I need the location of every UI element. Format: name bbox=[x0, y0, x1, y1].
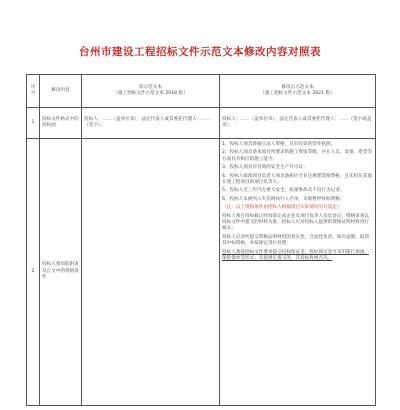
modified-paragraph: 投标人应对所提交资格证明材料的真实性、合法性负责，如有虚假，取消其中标资格，并按规定进行处理； bbox=[222, 234, 370, 247]
header-original-line1: 原示范文本 bbox=[139, 84, 162, 90]
table-row bbox=[27, 139, 376, 406]
row-original: 投标人：……（盖单位章），法定代表人或其委托代理人：……（签字）。 bbox=[82, 108, 220, 139]
table-header-row bbox=[27, 75, 376, 108]
row-item: 投标文件格式中的投标函 bbox=[40, 108, 82, 139]
modified-paragraph: 5、投标人近三年内无重大安全、质量事故及不良行为记录； bbox=[222, 188, 345, 194]
row-modified bbox=[220, 139, 376, 406]
header-original-line2: （施工招标文件示范文本 2018 版） bbox=[113, 91, 188, 96]
header-original bbox=[82, 75, 220, 108]
row-original bbox=[82, 139, 220, 406]
row-number: 2 bbox=[27, 139, 40, 406]
comparison-table bbox=[26, 74, 376, 406]
modified-note-red: （注：以上资格条件由招标人根据项目实际情况另行设定） bbox=[222, 205, 342, 211]
header-modified bbox=[220, 75, 376, 108]
header-modified-line2: （施工招标文件示范文本 2021 版） bbox=[260, 91, 335, 96]
document-title: 台州市建设工程招标文件示范文本修改内容对照表 bbox=[79, 46, 321, 58]
modified-paragraph: 6、投标人未被列入失信被执行人名单，未被暂停投标资格； bbox=[222, 196, 345, 202]
row-item: 投标人须知前附表及正文中的资格条件 bbox=[40, 139, 82, 406]
modified-paragraph: 投标人须在投标截止时间前完成企业及项目负责人信息登记，资格审查以投标文件中提交的材料为准；招标人可对投标人提供的资格证明材料进行核实； bbox=[222, 213, 370, 232]
modified-paragraph: 3、投标人须具有有效的安全生产许可证； bbox=[222, 165, 308, 171]
row-number: 1 bbox=[27, 108, 40, 139]
header-modified-line1: 修改后示范文本 bbox=[281, 84, 314, 90]
header-item: 修改内容 bbox=[40, 75, 82, 108]
modified-paragraph-underlined: 投标人须按招标文件要求提交投标保证金，投标保证金可采用银行保函、保险保单等形式；未按规定提交的，其投标将被否决。 bbox=[222, 249, 370, 262]
modified-paragraph: 2、投标人须具备本项目所要求的施工资质等级，并在人员、设备、资金等方面具有相应的施工能力； bbox=[222, 150, 372, 162]
header-no: 序号 bbox=[27, 75, 40, 108]
modified-paragraph: 1、投标人须具备独立法人资格，具有有效的营业执照； bbox=[222, 142, 336, 147]
row-modified: 投标人：……（盖单位章），法定代表人或其委托代理人：……（签字或盖章）。 bbox=[220, 108, 376, 139]
table-row bbox=[27, 108, 376, 139]
modified-paragraph: 4、投标人拟派项目负责人须具备相应专业注册建造师资格，且未担任其他在建工程项目的项目负责人； bbox=[222, 173, 372, 186]
